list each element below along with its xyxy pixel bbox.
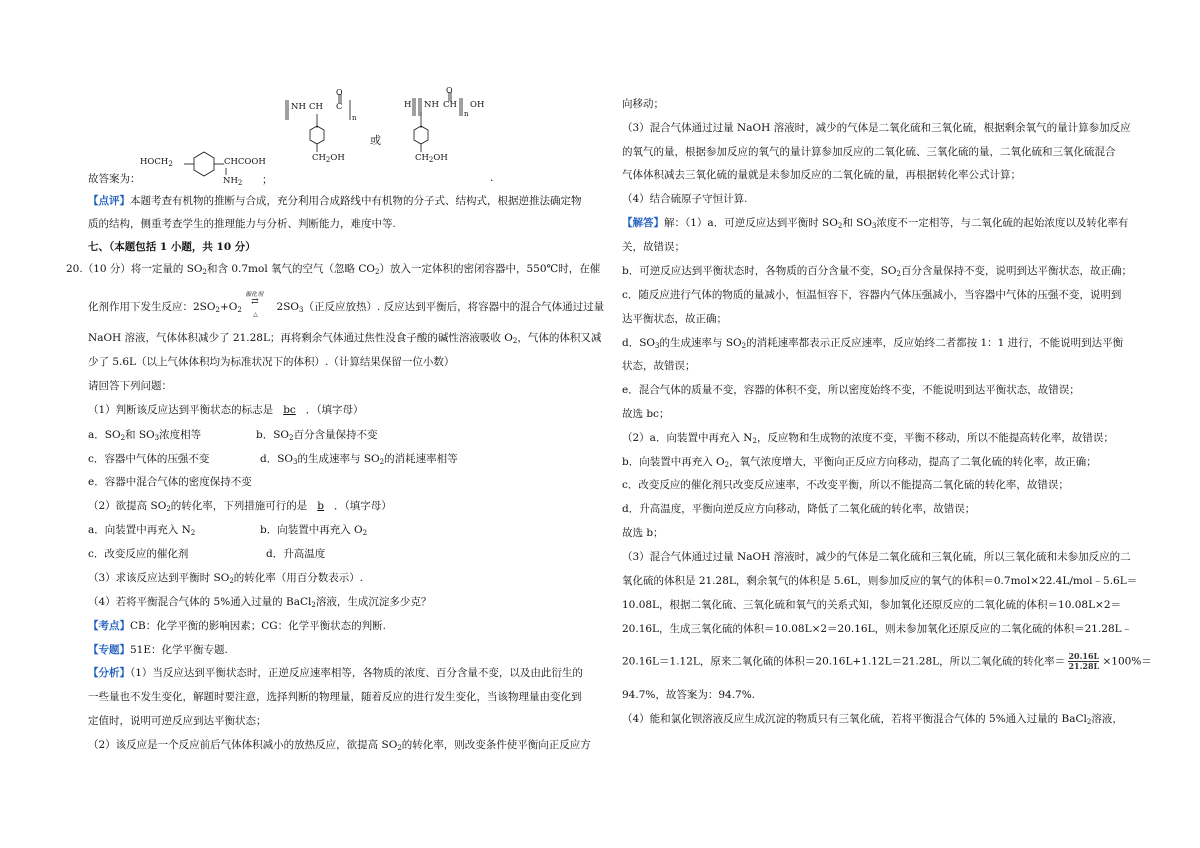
- poly1-o: O: [336, 88, 343, 97]
- option-c2: c．改变反应的催化剂: [88, 548, 189, 560]
- jieda-line-11: b．向装置中再充入 $O_2$，氧气浓度增大，平衡向正反应方向移动，提高了二氧化硫的转化率，故正确；: [622, 456, 1097, 469]
- poly2-h: H: [404, 100, 412, 110]
- catalyst-label: 催化剂: [245, 291, 264, 298]
- q20-line-5: 请回答下列问题：: [88, 380, 172, 392]
- jieda-line-7: 状态，故错误；: [622, 360, 696, 372]
- option-d1: d．$SO_3$的生成速率与 $SO_2$的消耗速率相等: [260, 453, 458, 466]
- answer-prefix: 故答案为：: [88, 173, 141, 185]
- structure-formulas: [88, 88, 528, 184]
- jieda-line-19: 20.16L＝1.12L，原来二氧化硫的体积＝20.16L+1.12L＝21.28L，所以二氧化硫的转化率＝ $\frac{20.16L}{21.28L}$ ×100%＝: [622, 651, 1152, 671]
- jieda-line-6: d．$SO_3$的生成速率与 $SO_2$的消耗速率都表示正反应速率，反应始终二者都按 1：1 进行，不能说明到达平衡: [622, 337, 1124, 350]
- dianping-line-1: 【点评】本题考查有机物的推断与合成，充分利用合成路线中有机物的分子式、结构式，根据逆推法确定物: [88, 195, 582, 207]
- jieda-line-18: 20.16L，生成三氧化硫的体积＝10.08L×2＝20.16L，则未参加氧化还原反应的二氧化硫的体积＝21.28L﹣: [622, 623, 1133, 635]
- right-line-1: 向移动；: [622, 98, 664, 110]
- fenxi-line-1: 【分析】（1）当反应达到平衡状态时，正逆反应速率相等，各物质的浓度、百分含量不变，以及由此衍生的: [88, 667, 583, 679]
- option-b2: b．向装置中再充入 $O_2$: [260, 524, 368, 537]
- zhuanti: 【专题】51E：化学平衡专题.: [88, 644, 228, 656]
- kaodian: 【考点】CB：化学平衡的影响因素；CG：化学平衡状态的判断.: [88, 620, 387, 632]
- question-4: （4）若将平衡混合气体的 5%通入过量的 BaCl$_2$溶液，生成沉淀多少克？: [88, 596, 432, 609]
- question-3: （3）求该反应达到平衡时 $SO_2$的转化率（用百分数表示）.: [88, 572, 364, 585]
- monomer-hoch2: $HOCH_2$: [140, 157, 173, 168]
- q20-line-3: NaOH 溶液，气体体积减少了 21.28L；再将剩余气体通过焦性没食子酸的碱性溶液吸收 $O_2$，气体的体积又减: [88, 332, 602, 345]
- monomer-nh2: $NH_2$: [223, 176, 243, 187]
- poly1-n: n: [352, 114, 357, 122]
- jieda-line-3: b．可逆反应达到平衡状态时，各物质的百分含量不变，$SO_2$百分含量保持不变，说明到达平衡状态，故正确；: [622, 265, 1132, 278]
- jieda-line-16: 氧化硫的体积是 21.28L，剩余氧气的体积是 5.6L，则参加反应的氧气的体积＝0.7mol×22.4L/mol﹣5.6L＝: [622, 575, 1138, 587]
- jieda-line-1: 【解答】解：（1）a．可逆反应达到平衡时 $SO_2$和 $SO_3$浓度不一定相等，与二氧化硫的起始浓度以及转化率有: [622, 217, 1129, 230]
- left-column: [66, 0, 628, 848]
- poly1-nh: NH: [291, 102, 306, 112]
- right-line-4: 气体体积减去三氧化硫的量就是未参加反应的二氧化硫的量，再根据转化率公式计算；: [622, 169, 1021, 181]
- option-b1: b．$SO_2$百分含量保持不变: [256, 429, 378, 442]
- question-2: （2）欲提高 $SO_2$的转化率，下列措施可行的是 b ．（填字母）: [88, 500, 392, 513]
- poly2-o: O: [446, 86, 453, 95]
- right-line-3: 的氧气的量，根据参加反应的氧气的量计算参加反应的二氧化硫、三氧化硫的量，二氧化硫和三氧化硫混合: [622, 146, 1116, 158]
- jieda-line-15: （3）混合气体通过过量 NaOH 溶液时，减少的气体是二氧化硫和三氧化硫，所以三氧化硫和未参加反应的二: [622, 551, 1131, 563]
- jieda-line-14: 故选 b；: [622, 527, 664, 539]
- right-line-5: （4）结合硫原子守恒计算.: [622, 193, 748, 205]
- fenxi-line-3: 定值时，说明可逆反应到达平衡状态；: [88, 715, 267, 727]
- jieda-line-5: 达平衡状态，故正确；: [622, 313, 727, 325]
- jieda-line-8: e．混合气体的质量不变，容器的体积不变，所以密度始终不变，不能说明到达平衡状态，故错误；: [622, 384, 1080, 396]
- jieda-line-10: （2）a．向装置中再充入 $N_2$，反应物和生成物的浓度不变，平衡不移动，所以不能提高转化率，故错误；: [622, 432, 1114, 445]
- poly2-nh: NH: [424, 100, 439, 110]
- poly2-ch2oh: $CH_2OH$: [415, 153, 448, 164]
- fenxi-line-2: 一些量也不发生变化，解题时要注意，选择判断的物理量，随着反应的进行发生变化，当该物理量由变化到: [88, 691, 582, 703]
- dianping-line-2: 质的结构，侧重考查学生的推理能力与分析、判断能力，难度中等.: [88, 218, 396, 230]
- jieda-line-9: 故选 bc；: [622, 408, 670, 420]
- right-column: [622, 0, 1162, 848]
- question-1: （1）判断该反应达到平衡状态的标志是 bc ．（填字母）: [88, 404, 364, 416]
- poly1-ch2oh: $CH_2OH$: [312, 153, 345, 164]
- poly2-ch: CH: [443, 100, 457, 110]
- heat-label: △: [253, 311, 258, 318]
- monomer-chcooh: CHCOOH: [224, 157, 266, 167]
- conversion-fraction: $\frac{20.16L}{21.28L}$: [1068, 651, 1100, 671]
- jieda-line-12: c．改变反应的催化剂只改变反应速率，不改变平衡，所以不能提高二氧化硫的转化率，故错误；: [622, 479, 1069, 491]
- jieda-line-17: 10.08L，根据二氧化硫、三氧化硫和氧气的关系式知，参加氧化还原反应的二氧化硫的体积＝10.08L×2＝: [622, 599, 1122, 611]
- poly1-c: C: [336, 102, 343, 112]
- q20-line-1: 20.（10 分）将一定量的 $SO_2$和含 0.7mol 氧气的空气（忽略 $CO_2$）放入一定体积的密闭容器中，550℃时，在催: [66, 263, 601, 276]
- option-a1: a．$SO_2$和 $SO_3$浓度相等: [88, 429, 202, 442]
- equilibrium-arrow: 催化剂 ⇄ △: [245, 300, 273, 314]
- section-heading: 七、（本题包括 1 小题，共 10 分）: [88, 241, 256, 253]
- right-line-2: （3）混合气体通过过量 NaOH 溶液时，减少的气体是二氧化硫和三氧化硫，根据剩余氧气的量计算参加反应: [622, 122, 1131, 134]
- or-text: 或: [370, 134, 381, 147]
- option-c1: c．容器中气体的压强不变: [88, 453, 210, 465]
- jieda-line-4: c．随反应进行气体的物质的量减小，恒温恒容下，容器内气体压强减小，当容器中气体的压强不变，说明到: [622, 289, 1122, 301]
- poly2-n: n: [464, 110, 469, 118]
- poly1-ch: CH: [309, 102, 323, 112]
- jieda-line-13: d．升高温度，平衡向逆反应方向移动，降低了二氧化硫的转化率，故错误；: [622, 503, 976, 515]
- q20-line-4: 少了 5.6L（以上气体体积均为标准状况下的体积）.（计算结果保留一位小数）: [88, 356, 455, 368]
- jieda-line-21: （4）能和氯化钡溶液反应生成沉淀的物质只有三氧化硫，若将平衡混合气体的 5%通入过量的 BaCl$_2$溶液，: [622, 713, 1123, 726]
- option-e1: e．容器中混合气体的密度保持不变: [88, 476, 252, 488]
- poly2-oh: OH: [470, 100, 485, 110]
- option-d2: d．升高温度: [266, 548, 326, 560]
- jieda-line-2: 关，故错误；: [622, 241, 685, 253]
- structure-semicolon: ；: [262, 174, 273, 186]
- fenxi-line-4: （2）该反应是一个反应前后气体体积减小的放热反应，欲提高 $SO_2$的转化率，则改变条件使平衡向正反应方: [88, 739, 591, 752]
- option-a2: a．向装置中再充入 $N_2$: [88, 524, 196, 537]
- q20-line-2: 化剂作用下发生反应：$2SO_2+O_2$ 催化剂 ⇄ △ $2SO_3$（正反应放热）. 反应达到平衡后，将容器中的混合气体通过过量: [88, 300, 604, 317]
- structure-period: .: [490, 172, 494, 184]
- jieda-line-20: 94.7%，故答案为：94.7%.: [622, 689, 756, 701]
